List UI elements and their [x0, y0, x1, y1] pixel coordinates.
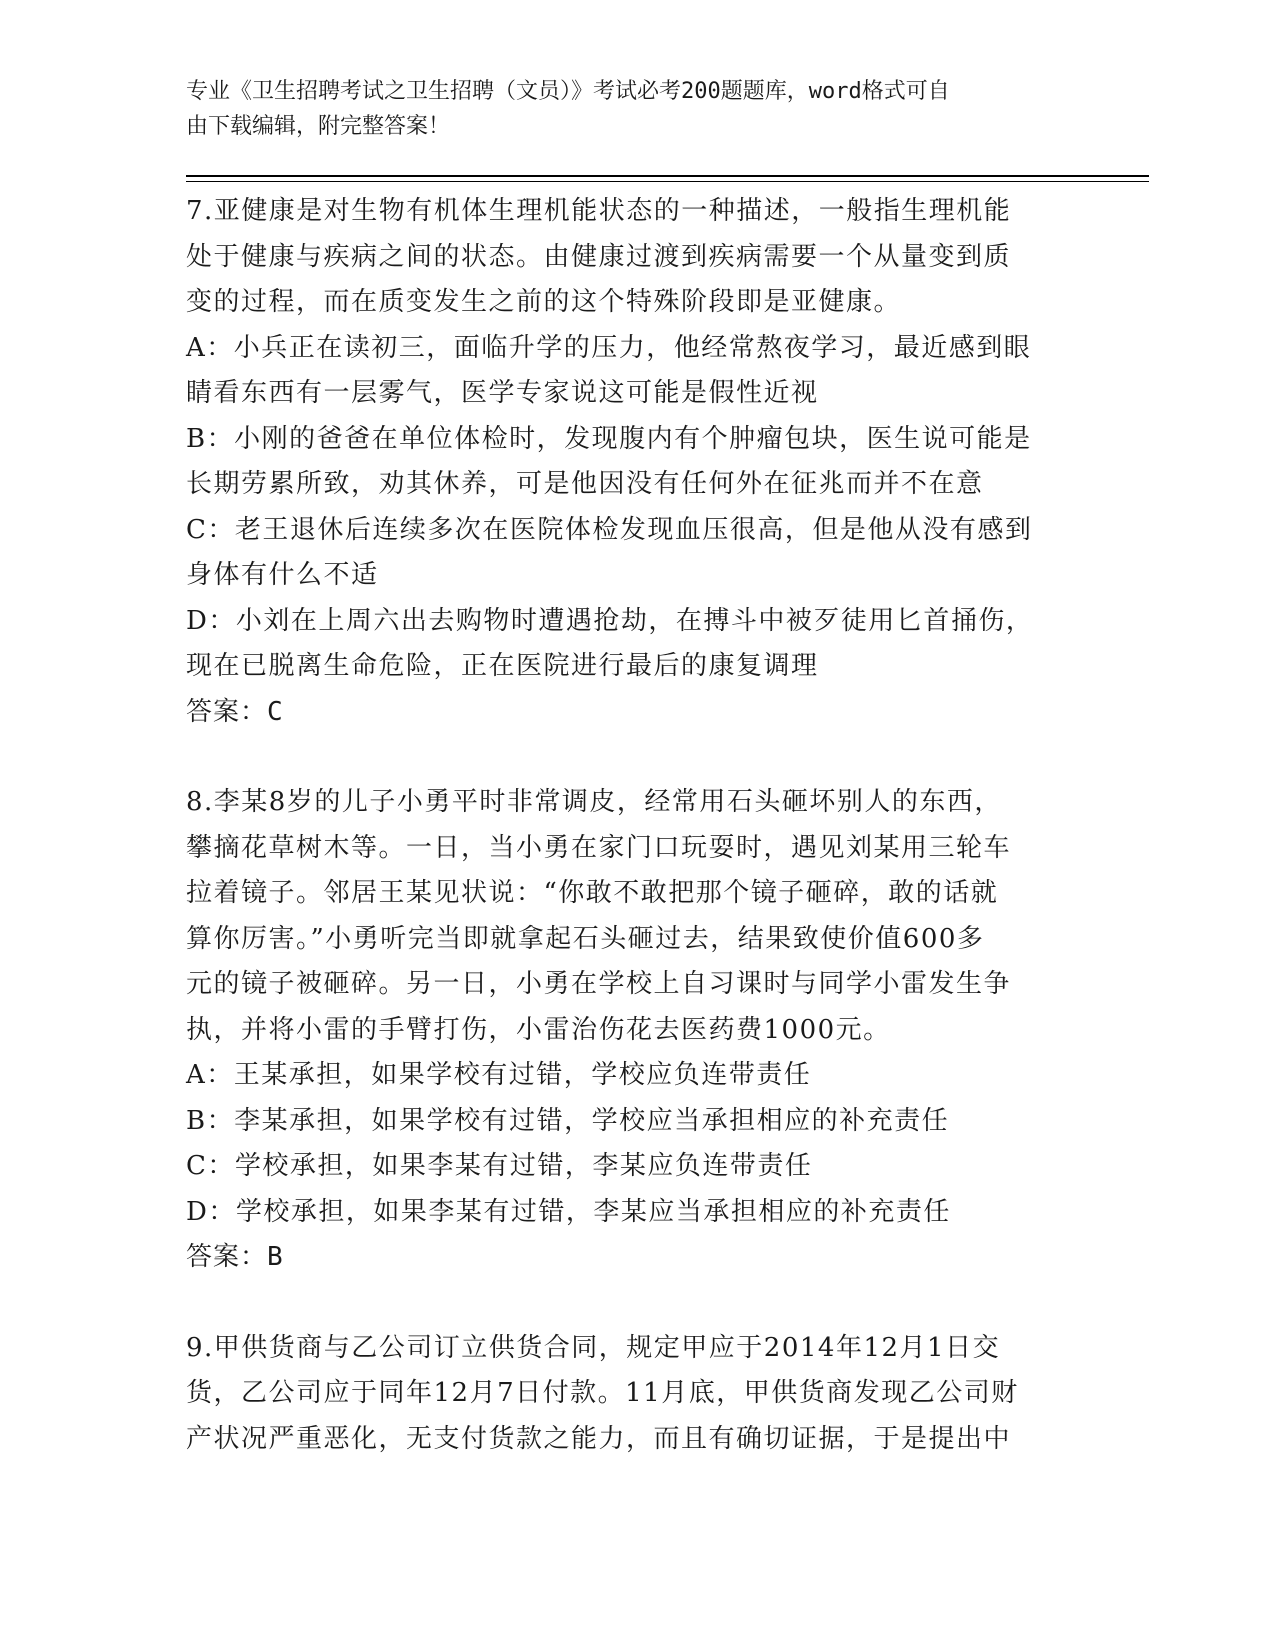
- question-stem-line: 产状况严重恶化，无支付货款之能力，而且有确切证据，于是提出中: [186, 1423, 1012, 1454]
- option-line: A：王某承担，如果学校有过错，学校应负连带责任: [186, 1060, 812, 1090]
- header-line-2: 由下载编辑，附完整答案！: [186, 114, 451, 139]
- question-stem-line: 执，并将小雷的手臂打伤，小雷治伤花去医药费1000元。: [186, 1014, 891, 1045]
- answer-value: B: [267, 1242, 284, 1272]
- option-line: 长期劳累所致，劝其休养，可是他因没有任何外在征兆而并不在意: [186, 469, 984, 499]
- header-line-1: 专业《卫生招聘考试之卫生招聘（文员）》考试必考200题题库，word格式可自: [186, 79, 950, 104]
- option-line: A：小兵正在读初三，面临升学的压力，他经常熬夜学习，最近感到眼: [186, 332, 1032, 363]
- question-stem-line: 算你厉害。”小勇听完当即就拿起石头砸过去，结果致使价值600多: [186, 923, 985, 954]
- question-stem-line: 拉着镜子。邻居王某见状说：“你敢不敢把那个镜子砸碎，敢的话就: [186, 878, 999, 908]
- question-list: [186, 189, 1066, 1462]
- option-line: 身体有什么不适: [186, 560, 379, 590]
- option-line: C：学校承担，如果李某有过错，李某应负连带责任: [186, 1151, 813, 1181]
- answer-value: C: [267, 696, 284, 727]
- option-line: B：小刚的爸爸在单位体检时，发现腹内有个肿瘤包块，医生说可能是: [186, 423, 1032, 454]
- answer-row: [186, 690, 1066, 736]
- question-stem-line: 处于健康与疾病之间的状态。由健康过渡到疾病需要一个从量变到质: [186, 241, 1012, 272]
- option-line: 现在已脱离生命危险，正在医院进行最后的康复调理: [186, 651, 819, 681]
- answer-label: 答案：: [186, 1242, 268, 1272]
- option-line: 睛看东西有一层雾气，医学专家说这可能是假性近视: [186, 378, 819, 408]
- header-rule-thin: [186, 181, 1149, 182]
- question-block: [186, 780, 1066, 1281]
- option-line: D：学校承担，如果李某有过错，李某应当承担相应的补充责任: [186, 1196, 951, 1227]
- question-stem-line: 9.甲供货商与乙公司订立供货合同，规定甲应于2014年12月1日交: [186, 1332, 1001, 1363]
- header-rule-thick: [186, 175, 1149, 177]
- question-stem-line: 元的镜子被砸碎。另一日，小勇在学校上自习课时与同学小雷发生争: [186, 969, 1012, 999]
- option-line: D：小刘在上周六出去购物时遭遇抢劫，在搏斗中被歹徒用匕首捅伤，: [186, 605, 1034, 636]
- page-header: [186, 74, 1066, 144]
- question-stem-line: 攀摘花草树木等。一日，当小勇在家门口玩耍时，遇见刘某用三轮车: [186, 832, 1012, 863]
- question-stem-line: 变的过程，而在质变发生之前的这个特殊阶段即是亚健康。: [186, 287, 902, 317]
- question-stem-line: 8.李某8岁的儿子小勇平时非常调皮，经常用石头砸坏别人的东西，: [186, 787, 1002, 817]
- question-block: [186, 189, 1066, 735]
- question-stem-line: 货，乙公司应于同年12月7日付款。11月底，甲供货商发现乙公司财: [186, 1378, 1019, 1408]
- question-block: [186, 1326, 1066, 1463]
- question-stem-line: 7.亚健康是对生物有机体生理机能状态的一种描述，一般指生理机能: [186, 196, 1012, 226]
- option-line: B：李某承担，如果学校有过错，学校应当承担相应的补充责任: [186, 1105, 950, 1136]
- answer-row: [186, 1235, 1066, 1281]
- option-line: C：老王退休后连续多次在医院体检发现血压很高，但是他从没有感到: [186, 514, 1033, 545]
- answer-label: 答案：: [186, 696, 268, 727]
